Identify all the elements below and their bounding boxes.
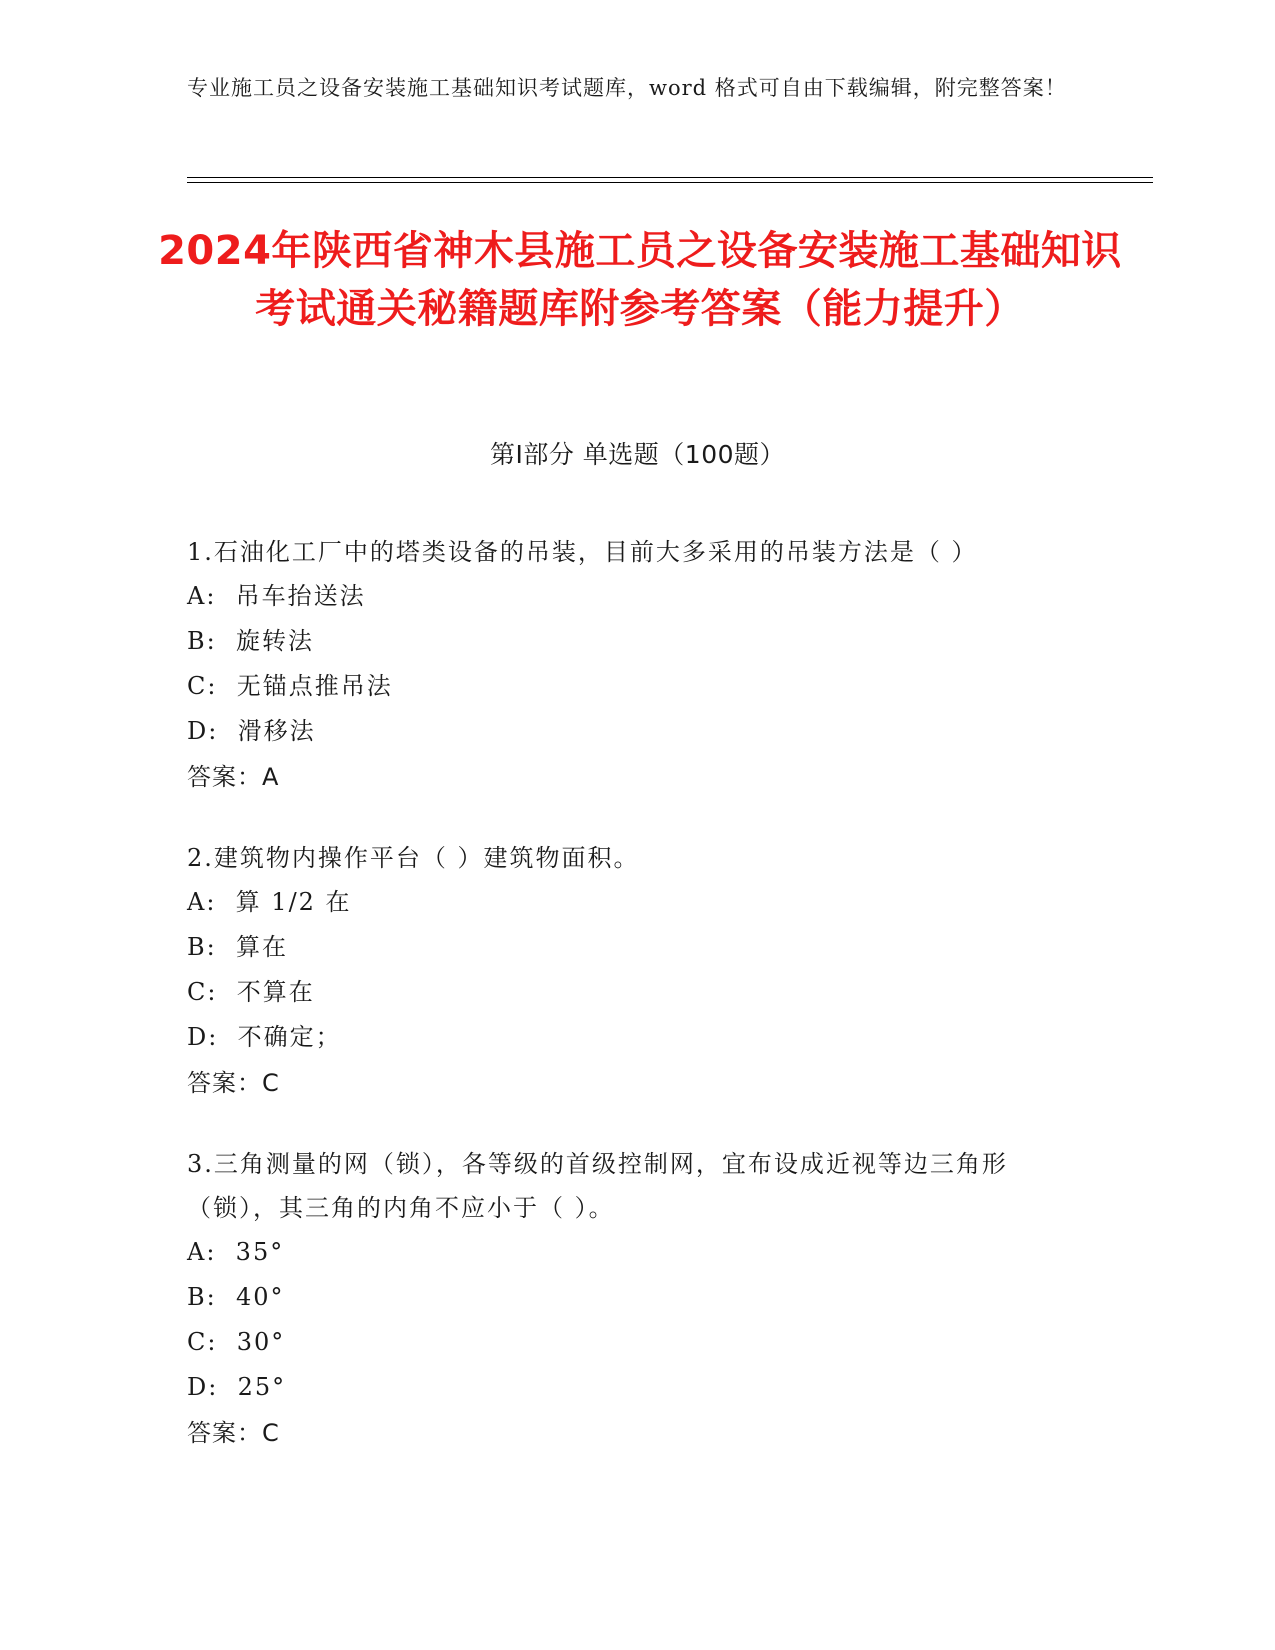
header-note: 专业施工员之设备安装施工基础知识考试题库，word 格式可自由下载编辑，附完整答案！ <box>187 76 1067 100</box>
option-c: C: 无锚点推吊法 <box>187 672 393 700</box>
question-stem: 1.石油化工厂中的塔类设备的吊装，目前大多采用的吊装方法是（ ） <box>187 538 978 566</box>
option-b: B: 算在 <box>187 933 288 961</box>
header-divider-top <box>187 177 1153 178</box>
section-title: 第Ⅰ部分 单选题（100题） <box>489 440 786 469</box>
question-2 <box>187 836 1067 1106</box>
option-d: D: 滑移法 <box>187 717 316 745</box>
option-b: B: 40° <box>187 1283 285 1311</box>
option-d: D: 不确定； <box>187 1023 342 1051</box>
option-a: A: 35° <box>187 1238 285 1266</box>
answer: 答案：C <box>187 1069 280 1097</box>
document-title: 2024年陕西省神木县施工员之设备安装施工基础知识考试通关秘籍题库附参考答案（能力提升） <box>158 228 1122 332</box>
question-stem: 2.建筑物内操作平台（ ）建筑物面积。 <box>187 844 640 872</box>
answer: 答案：C <box>187 1419 280 1447</box>
question-3 <box>187 1142 1067 1456</box>
option-c: C: 不算在 <box>187 978 315 1006</box>
header-divider-bottom <box>187 182 1153 183</box>
option-c: C: 30° <box>187 1328 286 1356</box>
option-b: B: 旋转法 <box>187 627 314 655</box>
question-1 <box>187 530 1067 800</box>
option-d: D: 25° <box>187 1373 287 1401</box>
question-stem: 3.三角测量的网（锁），各等级的首级控制网，宜布设成近视等边三角形（锁），其三角的内角不应小于（ ）。 <box>187 1150 1008 1222</box>
question-list <box>187 530 1067 1456</box>
option-a: A: 算 1/2 在 <box>187 888 352 916</box>
option-a: A: 吊车抬送法 <box>187 582 366 610</box>
answer: 答案：A <box>187 763 280 791</box>
